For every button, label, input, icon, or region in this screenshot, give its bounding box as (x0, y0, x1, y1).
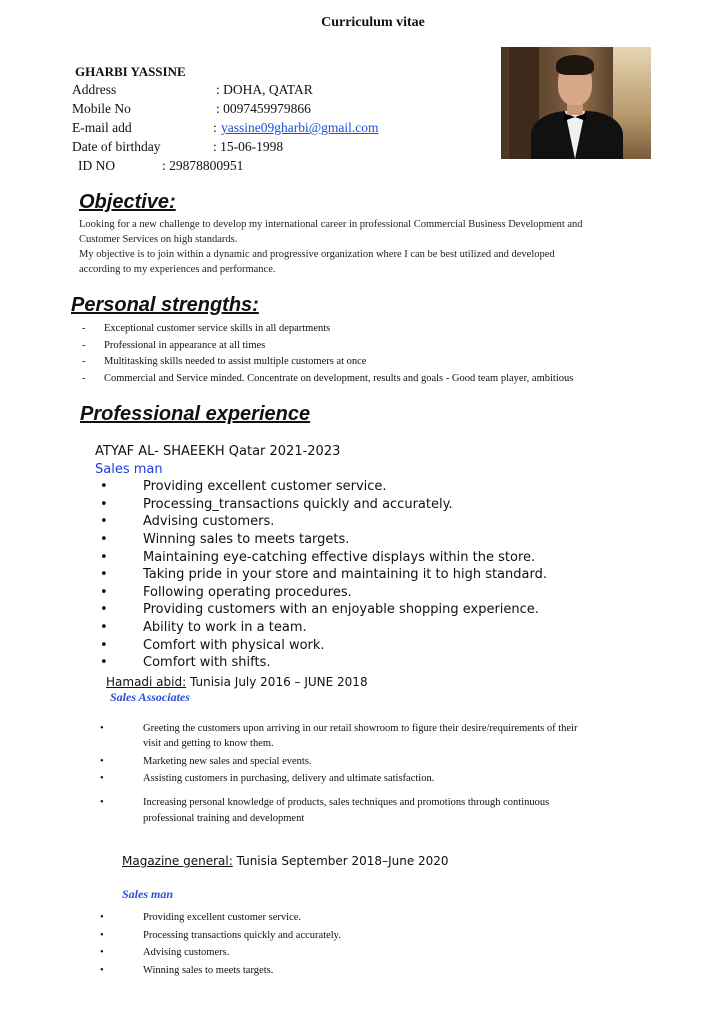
list-item: Winning sales to meets targets. (143, 532, 350, 547)
bullet: • (100, 514, 108, 529)
strengths-heading: Personal strengths: (71, 294, 259, 316)
email-link[interactable]: yassine09gharbi@gmail.com (221, 120, 379, 135)
list-item: Commercial and Service minded. Concentrate on development, results and goals - Good team player, ambitious (104, 373, 574, 384)
list-item: Multitasking skills needed to assist multiple customers at once (104, 356, 367, 367)
job1-duties (100, 479, 620, 674)
email-prefix: : (213, 120, 217, 135)
bullet: • (100, 497, 108, 512)
job1-company: ATYAF AL- SHAEEKH Qatar 2021-2023 (95, 444, 341, 459)
job2-duties (100, 721, 700, 826)
list-item: Comfort with physical work. (143, 638, 325, 653)
dash-marker: - (82, 356, 86, 367)
objective-line: Looking for a new challenge to develop my international career in professional Commercial Business Development and (79, 219, 583, 230)
list-item: Comfort with shifts. (143, 655, 271, 670)
bullet: • (100, 930, 104, 941)
list-item: Marketing new sales and special events. (143, 756, 312, 767)
dash-marker: - (82, 340, 86, 351)
strengths-list (82, 323, 712, 393)
experience-heading: Professional experience (80, 403, 311, 425)
objective-text (79, 217, 709, 277)
list-item: Providing excellent customer service. (143, 479, 387, 494)
objective-line: My objective is to join within a dynamic and progressive organization where I can be best utilized and developed (79, 249, 555, 260)
list-item: Winning sales to meets targets. (143, 965, 274, 976)
bullet: • (100, 638, 108, 653)
list-item: Following operating procedures. (143, 585, 352, 600)
list-item: Processing transactions quickly and accurately. (143, 930, 341, 941)
list-item: Advising customers. (143, 514, 275, 529)
bullet: • (100, 602, 108, 617)
list-item: Maintaining eye-catching effective displays within the store. (143, 550, 536, 565)
list-item: Professional in appearance at all times (104, 340, 266, 351)
job2-role: Sales Associates (110, 690, 190, 704)
bullet: • (100, 532, 108, 547)
list-item: Increasing personal knowledge of products, sales techniques and promotions through continuous (143, 797, 550, 808)
bullet: • (100, 620, 108, 635)
job3-duties (100, 910, 700, 985)
bullet: • (100, 550, 108, 565)
job2-details: Tunisia July 2016 – JUNE 2018 (186, 675, 368, 689)
objective-heading: Objective: (79, 191, 176, 213)
id-label: ID NO (78, 158, 116, 173)
address-value: : DOHA, QATAR (216, 82, 313, 97)
list-item-continued: professional training and development (143, 813, 305, 824)
objective-line: according to my experiences and performance. (79, 264, 276, 275)
contact-info (72, 82, 472, 177)
bullet: • (100, 797, 104, 808)
job3-details: Tunisia September 2018–June 2020 (232, 854, 449, 868)
bullet: • (100, 479, 108, 494)
job2-header (106, 675, 368, 689)
bullet: • (100, 567, 108, 582)
bullet: • (100, 773, 104, 784)
list-item: Processing_transactions quickly and accurately. (143, 497, 453, 512)
dash-marker: - (82, 373, 86, 384)
bullet: • (100, 585, 108, 600)
list-item: Exceptional customer service skills in all departments (104, 323, 331, 334)
list-item: Ability to work in a team. (143, 620, 307, 635)
list-item: Providing excellent customer service. (143, 912, 302, 923)
bullet: • (100, 655, 108, 670)
dob-value: : 15-06-1998 (213, 139, 284, 154)
list-item: Greeting the customers upon arriving in our retail showroom to figure their desire/requirements of their (143, 723, 578, 734)
bullet: • (100, 723, 104, 734)
candidate-name: GHARBI YASSINE (75, 64, 186, 79)
dob-label: Date of birthday (72, 139, 161, 154)
list-item: Providing customers with an enjoyable shopping experience. (143, 602, 539, 617)
bullet: • (100, 756, 104, 767)
job3-company: Magazine general: (122, 854, 233, 868)
list-item: Taking pride in your store and maintaining it to high standard. (143, 567, 547, 582)
bullet: • (100, 965, 104, 976)
job3-header (122, 854, 449, 868)
document-title: Curriculum vitae (321, 15, 425, 30)
list-item: Assisting customers in purchasing, delivery and ultimate satisfaction. (143, 773, 435, 784)
job2-company: Hamadi abid: (106, 675, 187, 689)
list-item: Advising customers. (143, 947, 230, 958)
objective-line: Customer Services on high standards. (79, 234, 238, 245)
job1-role: Sales man (95, 462, 163, 477)
job3-role: Sales man (122, 887, 174, 901)
profile-photo (501, 47, 651, 159)
list-item-continued: visit and getting to know them. (143, 738, 274, 749)
bullet: • (100, 947, 104, 958)
mobile-value: : 0097459979866 (216, 101, 311, 116)
address-label: Address (72, 82, 117, 97)
id-value: : 29878800951 (162, 158, 244, 173)
dash-marker: - (82, 323, 86, 334)
mobile-label: Mobile No (72, 101, 131, 116)
bullet: • (100, 912, 104, 923)
email-label: E-mail add (72, 120, 132, 135)
